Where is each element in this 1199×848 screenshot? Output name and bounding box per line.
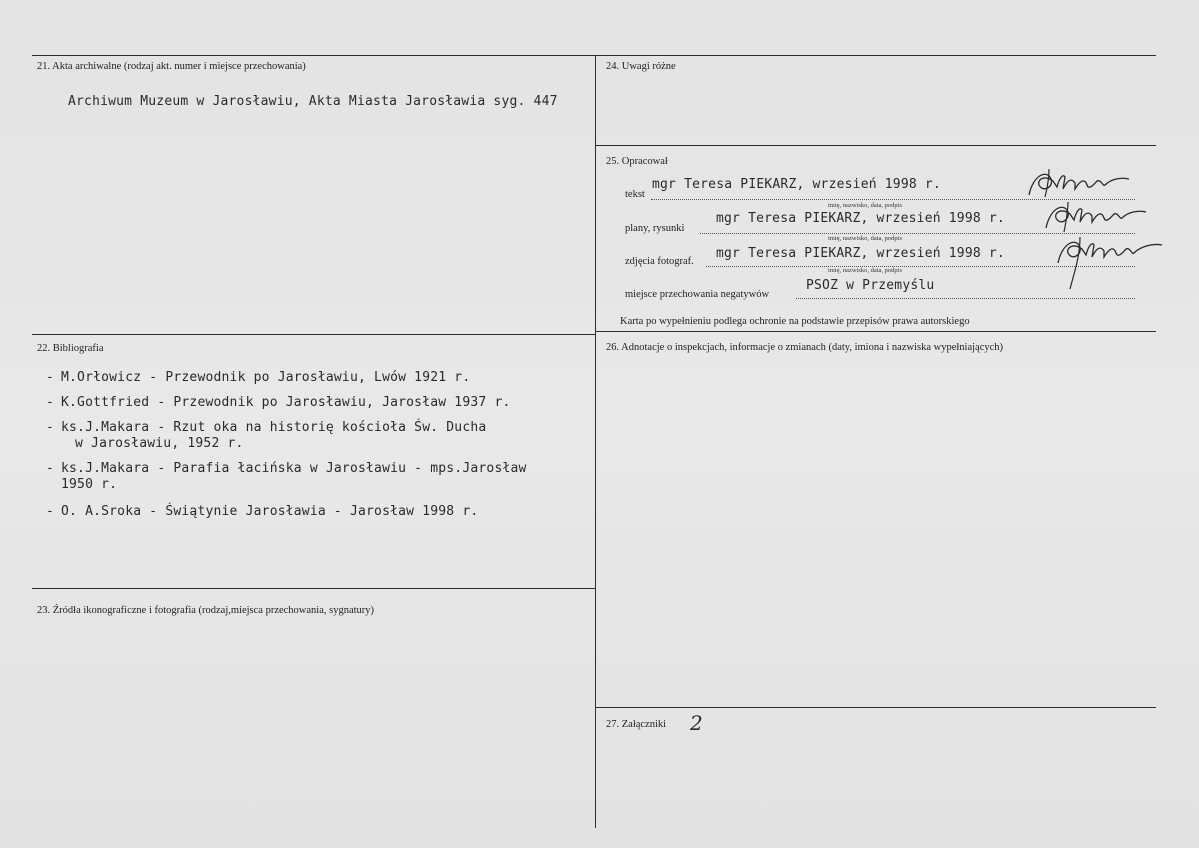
tekst-label: tekst [625,189,645,200]
bibliography-line: K.Gottfried - Przewodnik po Jarosławiu, Jarosław 1937 r. [61,395,511,410]
plany-hint: imię, nazwisko, data, podpis [828,235,903,242]
bibliography-dash: - [46,370,55,385]
bibliography-line: ks.J.Makara - Parafia łacińska w Jarosławiu - mps.Jarosław [61,461,527,476]
section-22-label: 22. Bibliografia [37,343,104,354]
bibliography-dash: - [46,395,55,410]
zdjecia-label: zdjęcia fotograf. [625,256,694,267]
bibliography-line: ks.J.Makara - Rzut oka na historię kościoła Św. Ducha [61,420,487,435]
section-27-label: 27. Załączniki [606,719,667,730]
plany-value: mgr Teresa PIEKARZ, wrzesień 1998 r. [716,211,1005,226]
negatywy-dotline [796,298,1135,299]
zdjecia-value: mgr Teresa PIEKARZ, wrzesień 1998 r. [716,246,1005,261]
right-rule-25 [596,145,1156,146]
left-rule-23 [32,588,595,589]
top-rule [32,55,1156,56]
bibliography-line: 1950 r. [61,477,118,492]
signature-plany [1040,196,1150,236]
section-21-label: 21. Akta archiwalne (rodzaj akt. numer i miejsce przechowania) [37,61,306,72]
right-rule-26 [596,331,1156,332]
bibliography-dash: - [46,461,55,476]
negatywy-value: PSOZ w Przemyślu [806,278,935,293]
bibliography-line: M.Orłowicz - Przewodnik po Jarosławiu, Lwów 1921 r. [61,370,471,385]
left-rule-22 [32,334,595,335]
signature-zdjecia [1052,233,1167,293]
section-27-value: 2 [690,711,703,735]
section-24-label: 24. Uwagi różne [606,61,676,72]
center-divider [595,55,596,828]
section-21-value: Archiwum Muzeum w Jarosławiu, Akta Miasta Jarosławia syg. 447 [68,94,558,109]
section-23-label: 23. Źródła ikonograficzne i fotografia (rodzaj,miejsca przechowania, sygnatury) [37,605,375,616]
negatywy-label: miejsce przechowania negatywów [625,289,770,300]
section-25-label: 25. Opracował [606,156,668,167]
zdjecia-hint: imię, nazwisko, data, podpis [828,267,903,274]
tekst-hint: imię, nazwisko, data, podpis [828,202,903,209]
bibliography-line: w Jarosławiu, 1952 r. [75,436,244,451]
bibliography-dash: - [46,504,55,519]
right-rule-27 [596,707,1156,708]
bibliography-dash: - [46,420,55,435]
section-26-label: 26. Adnotacje o inspekcjach, informacje o zmianach (daty, imiona i nazwiska wypełniających) [606,342,1004,353]
copyright-note: Karta po wypełnieniu podlega ochronie na podstawie przepisów prawa autorskiego [620,316,970,327]
tekst-value: mgr Teresa PIEKARZ, wrzesień 1998 r. [652,177,941,192]
bibliography-line: O. A.Sroka - Świątynie Jarosławia - Jarosław 1998 r. [61,504,479,519]
plany-label: plany, rysunki [625,223,685,234]
